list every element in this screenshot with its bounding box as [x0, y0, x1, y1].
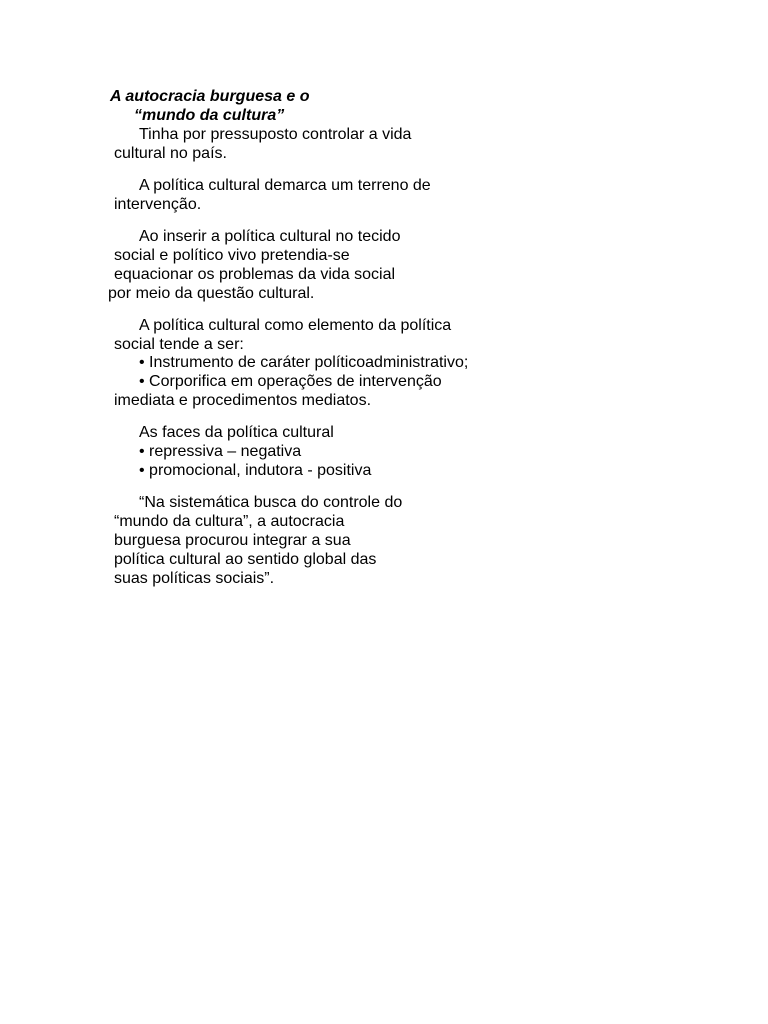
paragraph-line: social e político vivo pretendia-se: [114, 247, 350, 264]
quote-line: “Na sistemática busca do controle do: [139, 494, 403, 511]
quote-line: política cultural ao sentido global das: [114, 551, 377, 568]
bullet-item: • promocional, indutora - positiva: [139, 462, 372, 479]
quote-line: suas políticas sociais”.: [114, 570, 275, 587]
quote-line: burguesa procurou integrar a sua: [114, 532, 351, 549]
document-title-line-1: A autocracia burguesa e o: [110, 88, 310, 105]
paragraph-line: imediata e procedimentos mediatos.: [114, 392, 372, 409]
bullet-item: • Corporifica em operações de intervenção: [139, 373, 442, 390]
bullet-item: • repressiva – negativa: [139, 443, 302, 460]
paragraph-line: cultural no país.: [114, 145, 227, 162]
paragraph-line: Tinha por pressuposto controlar a vida: [139, 126, 412, 143]
paragraph-line: As faces da política cultural: [139, 424, 334, 441]
document-title-line-2: “mundo da cultura”: [134, 107, 285, 124]
paragraph-line: equacionar os problemas da vida social: [114, 266, 396, 283]
quote-line: “mundo da cultura”, a autocracia: [114, 513, 345, 530]
paragraph-line: A política cultural como elemento da política: [139, 317, 452, 334]
paragraph-line: intervenção.: [114, 196, 202, 213]
paragraph-line: por meio da questão cultural.: [108, 285, 315, 302]
bullet-item: • Instrumento de caráter políticoadministrativo;: [139, 354, 469, 371]
paragraph-line: A política cultural demarca um terreno de: [139, 177, 431, 194]
paragraph-line: social tende a ser:: [114, 336, 244, 353]
paragraph-line: Ao inserir a política cultural no tecido: [139, 228, 401, 245]
